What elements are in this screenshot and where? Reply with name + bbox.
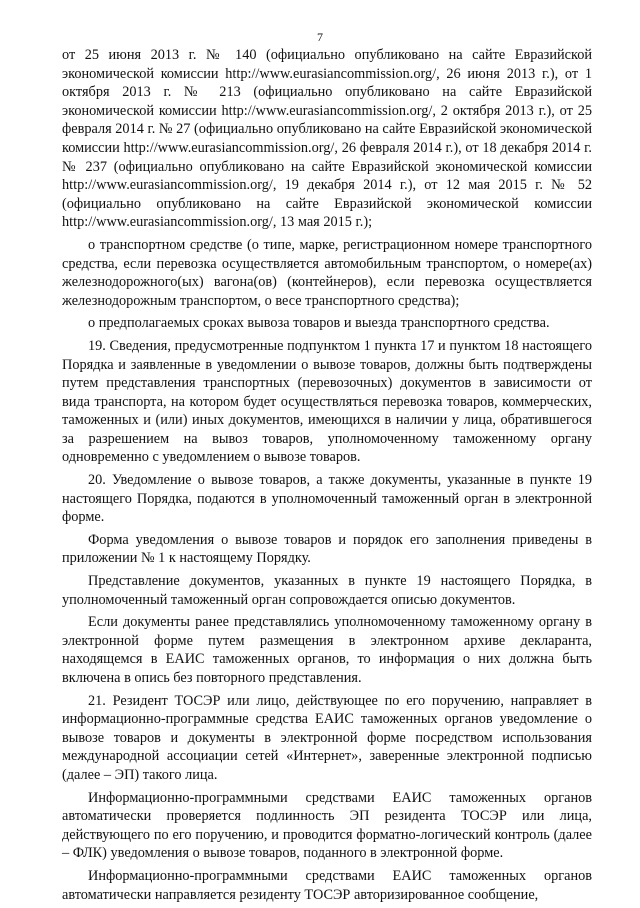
paragraph-item-19: 19. Сведения, предусмотренные подпунктом 1 пункта 17 и пунктом 18 настоящего Порядка и заявленные в уведомлении о вывозе товаров, должны быть подтверждены путем представления транспортных (перевозочных) документов в зависимости от вида транспорта, на котором будет осуществляться перевозка товаров, коммерческих, таможенных и (или) иных документов, имеющихся в наличии у лица, обратившегося за разрешением на вывоз товаров, уполномоченному таможенному органу одновременно с уведомлением о вывозе товаров. [62, 337, 592, 466]
paragraph-item-21: 21. Резидент ТОСЭР или лицо, действующее по его поручению, направляет в информационно-программные средства ЕАИС таможенных органов уведомление о вывозе товаров и документы в электронной форме посредством использования международной ассоциации сетей «Интернет», заверенные электронной подписью (далее – ЭП) такого лица. [62, 692, 592, 783]
document-body [62, 46, 592, 908]
paragraph-signature-check: Информационно-программными средствами ЕАИС таможенных органов автоматически проверяется подлинность ЭП резидента ТОСЭР или лица, действующего по его поручению, и проводится форматно-логический контроль (далее – ФЛК) уведомления о вывозе товаров, поданного в электронной форме. [62, 789, 592, 862]
paragraph-document-inventory: Представление документов, указанных в пункте 19 настоящего Порядка, в уполномоченный таможенный орган сопровождается описью документов. [62, 573, 592, 608]
paragraph-authorized-message: Информационно-программными средствами ЕАИС таможенных органов автоматически направляется резиденту ТОСЭР авторизированное сообщение, [62, 867, 592, 903]
paragraph-notification-form: Форма уведомления о вывозе товаров и порядок его заполнения приведены в приложении № 1 к настоящему Порядку. [62, 531, 592, 567]
page-number: 7 [317, 30, 323, 44]
paragraph-item-20: 20. Уведомление о вывозе товаров, а также документы, указанные в пункте 19 настоящего Порядка, подаются в уполномоченный таможенный орган в электронной форме. [62, 472, 592, 526]
paragraph-previous-documents: Если документы ранее представлялись уполномоченному таможенному органу в электронной форме путем размещения в электронном архиве декларанта, находящемся в ЕАИС таможенных органов, то информация о них должна быть включена в опись без повторного представления. [62, 614, 592, 686]
paragraph-vehicle-info: о транспортном средстве (о типе, марке, регистрационном номере транспортного средства, если перевозка осуществляется автомобильным транспортом, о номере(ах) железнодорожного(ых) вагона(ов) (контейнеров), если перевозка осуществляется железнодорожным транспортом, о весе транспортного средства); [62, 236, 592, 309]
paragraph-amendments-list: от 25 июня 2013 г. № 140 (официально опубликовано на сайте Евразийской экономической комиссии http://www.eurasiancommission.org/, 26 июня 2013 г.), от 1 октября 2013 г. № 213 (официально опубликовано на сайте Евразийской экономической комиссии http://www.eurasiancommission.org/, 2 октября 2013 г.), от 25 февраля 2014 г. № 27 (официально опубликовано на сайте Евразийской экономической комиссии http://www.eurasiancommission.org/, 26 февраля 2014 г.), от 18 декабря 2014 г. № 237 (официально опубликовано на сайте Евразийской экономической комиссии http://www.eurasiancommission.org/, 19 декабря 2014 г.), от 12 мая 2015 г. № 52 (официально опубликовано на сайте Евразийской экономической комиссии http://www.eurasiancommission.org/, 13 мая 2015 г.); [62, 47, 592, 231]
paragraph-export-dates: о предполагаемых сроках вывоза товаров и выезда транспортного средства. [88, 315, 550, 332]
